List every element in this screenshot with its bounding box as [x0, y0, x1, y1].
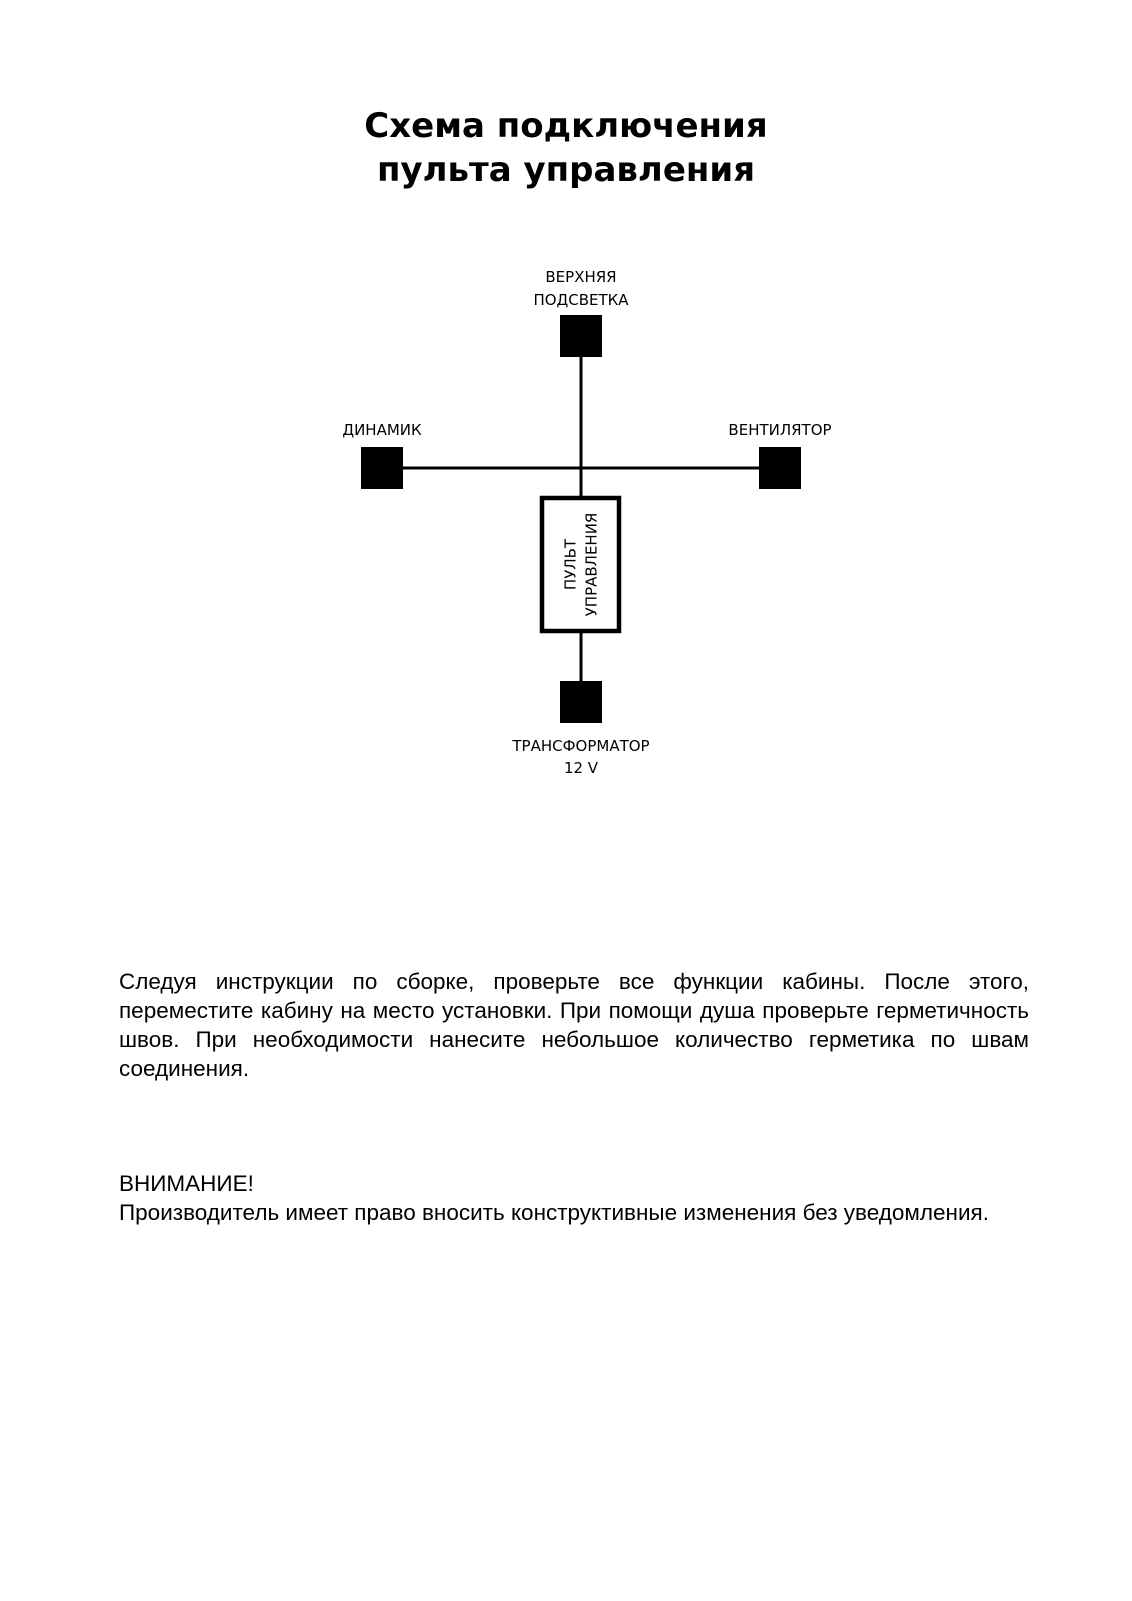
- transformer-terminal: [560, 681, 602, 723]
- title-line-2: пульта управления: [376, 150, 756, 190]
- warning-paragraph: Производитель имеет право вносить конструктивные изменения без уведомления.: [119, 1200, 989, 1225]
- transformer-label-line-2: 12 V: [563, 759, 599, 777]
- instructions-paragraph: Следуя инструкции по сборке, проверьте все функции кабины. После этого, переместите кабину на место установки. При помощи душа проверьте герметичность швов. При необходимости нанесите небольшое количество герметика по швам соединения.: [119, 969, 1029, 1081]
- fan-label: ВЕНТИЛЯТОР: [728, 421, 832, 439]
- top-light-terminal: [560, 315, 602, 357]
- control-panel-box: [542, 498, 619, 631]
- top-light-label-line-2: ПОДСВЕТКА: [533, 291, 629, 309]
- control-panel-label-line-2: УПРАВЛЕНИЯ: [582, 512, 601, 617]
- title-line-1: Схема подключения: [364, 106, 768, 146]
- control-panel-label-line-1: ПУЛЬТ: [561, 538, 580, 591]
- speaker-label: ДИНАМИК: [342, 421, 422, 439]
- fan-terminal: [759, 447, 801, 489]
- top-light-label-line-1: ВЕРХНЯЯ: [545, 268, 617, 286]
- transformer-label-line-1: ТРАНСФОРМАТОР: [512, 737, 650, 755]
- warning-heading: ВНИМАНИЕ!: [119, 1171, 254, 1196]
- speaker-terminal: [361, 447, 403, 489]
